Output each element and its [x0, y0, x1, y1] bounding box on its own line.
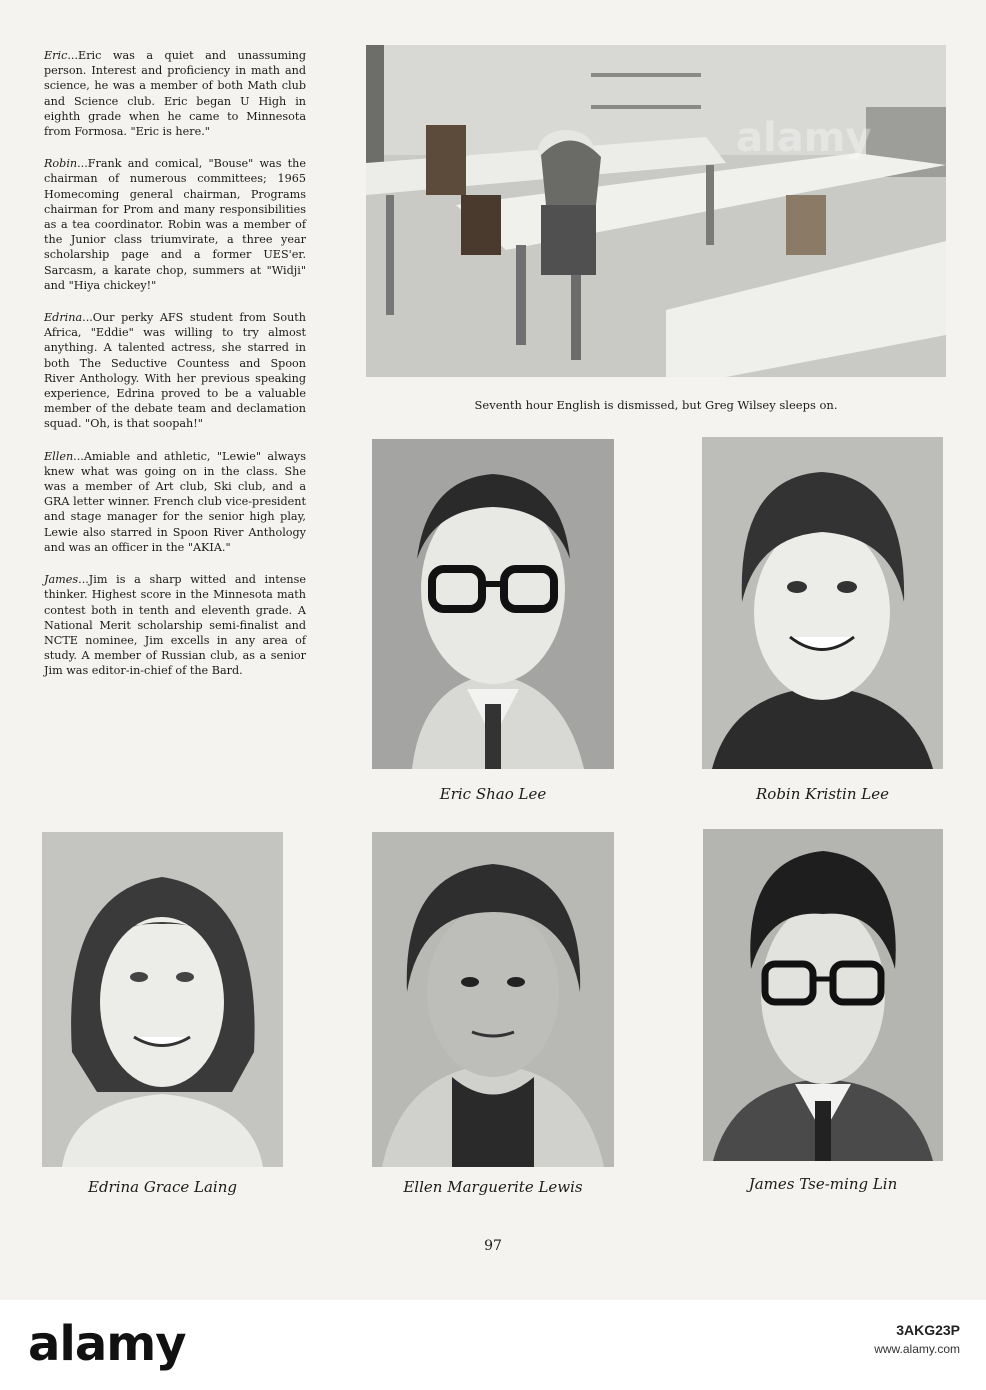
portrait-name-james: James Tse-ming Lin — [748, 1175, 898, 1193]
image-id: 3AKG23P — [896, 1322, 960, 1338]
bio-ellen: Ellen...Amiable and athletic, "Lewie" always knew what was going on in the class. She was a member of Art club, Ski club, and a GRA letter winner. French club vice-president and stage manager for the senior high play, Lewie also starred in Spoon River Anthology and was an officer in the "AKIA." — [44, 449, 306, 554]
portrait-james — [703, 829, 943, 1161]
classroom-caption: Seventh hour English is dismissed, but Greg Wilsey sleeps on. — [474, 398, 838, 412]
bio-eric: Eric...Eric was a quiet and unassuming person. Interest and proficiency in math and science, he was a member of both Math club and Science club. Eric began U High in eighth grade when he came to Minnesota from Formosa. "Eric is here." — [44, 49, 306, 139]
portrait-photo — [372, 832, 614, 1167]
portrait-photo — [42, 832, 283, 1167]
portrait-edrina — [42, 832, 283, 1167]
portrait-robin — [702, 437, 943, 769]
classroom-photo — [366, 45, 946, 377]
portrait-name-eric: Eric Shao Lee — [439, 785, 547, 803]
portrait-name-ellen: Ellen Marguerite Lewis — [403, 1178, 583, 1196]
portrait-photo — [703, 829, 943, 1161]
bio-robin: Robin...Frank and comical, "Bouse" was the chairman of numerous committees; 1965 Homecoming general chairman, Programs chairman for Prom and many responsibilities as a tea coordinator. Robin was a member of the Junior class triumvirate, a three year scholarship page and a former UES'er. Sarcasm, a karate chop, summers at "Widji" and "Hiya chickey!" — [44, 157, 306, 292]
bio-james: James...Jim is a sharp witted and intense thinker. Highest score in the Minnesota math contest both in tenth and eleventh grade. A National Merit scholarship semi-finalist and NCTE nominee, Jim excells in any area of study. A member of Russian club, as a senior Jim was editor-in-chief of the Bard. — [44, 573, 306, 678]
page-number: 97 — [484, 1238, 502, 1254]
image-reference — [874, 1322, 960, 1356]
classroom-illustration — [366, 45, 946, 377]
portrait-photo — [702, 437, 943, 769]
alamy-logo: alamy — [28, 1316, 186, 1372]
site-url: www.alamy.com — [874, 1342, 960, 1356]
portrait-ellen — [372, 832, 614, 1167]
portrait-photo — [372, 439, 614, 769]
portrait-name-robin: Robin Kristin Lee — [756, 785, 889, 803]
portrait-eric — [372, 439, 614, 769]
watermark: alamy — [736, 115, 872, 161]
bio-edrina: Edrina...Our perky AFS student from South Africa, "Eddie" was willing to try almost anything. A talented actress, she starred in both The Seductive Countess and Spoon River Anthology. With her previous speaking experience, Edrina proved to be a valuable member of the debate team and declamation squad. "Oh, is that soopah!" — [44, 311, 306, 431]
portrait-name-edrina: Edrina Grace Laing — [88, 1178, 237, 1196]
bio-column — [44, 48, 306, 696]
